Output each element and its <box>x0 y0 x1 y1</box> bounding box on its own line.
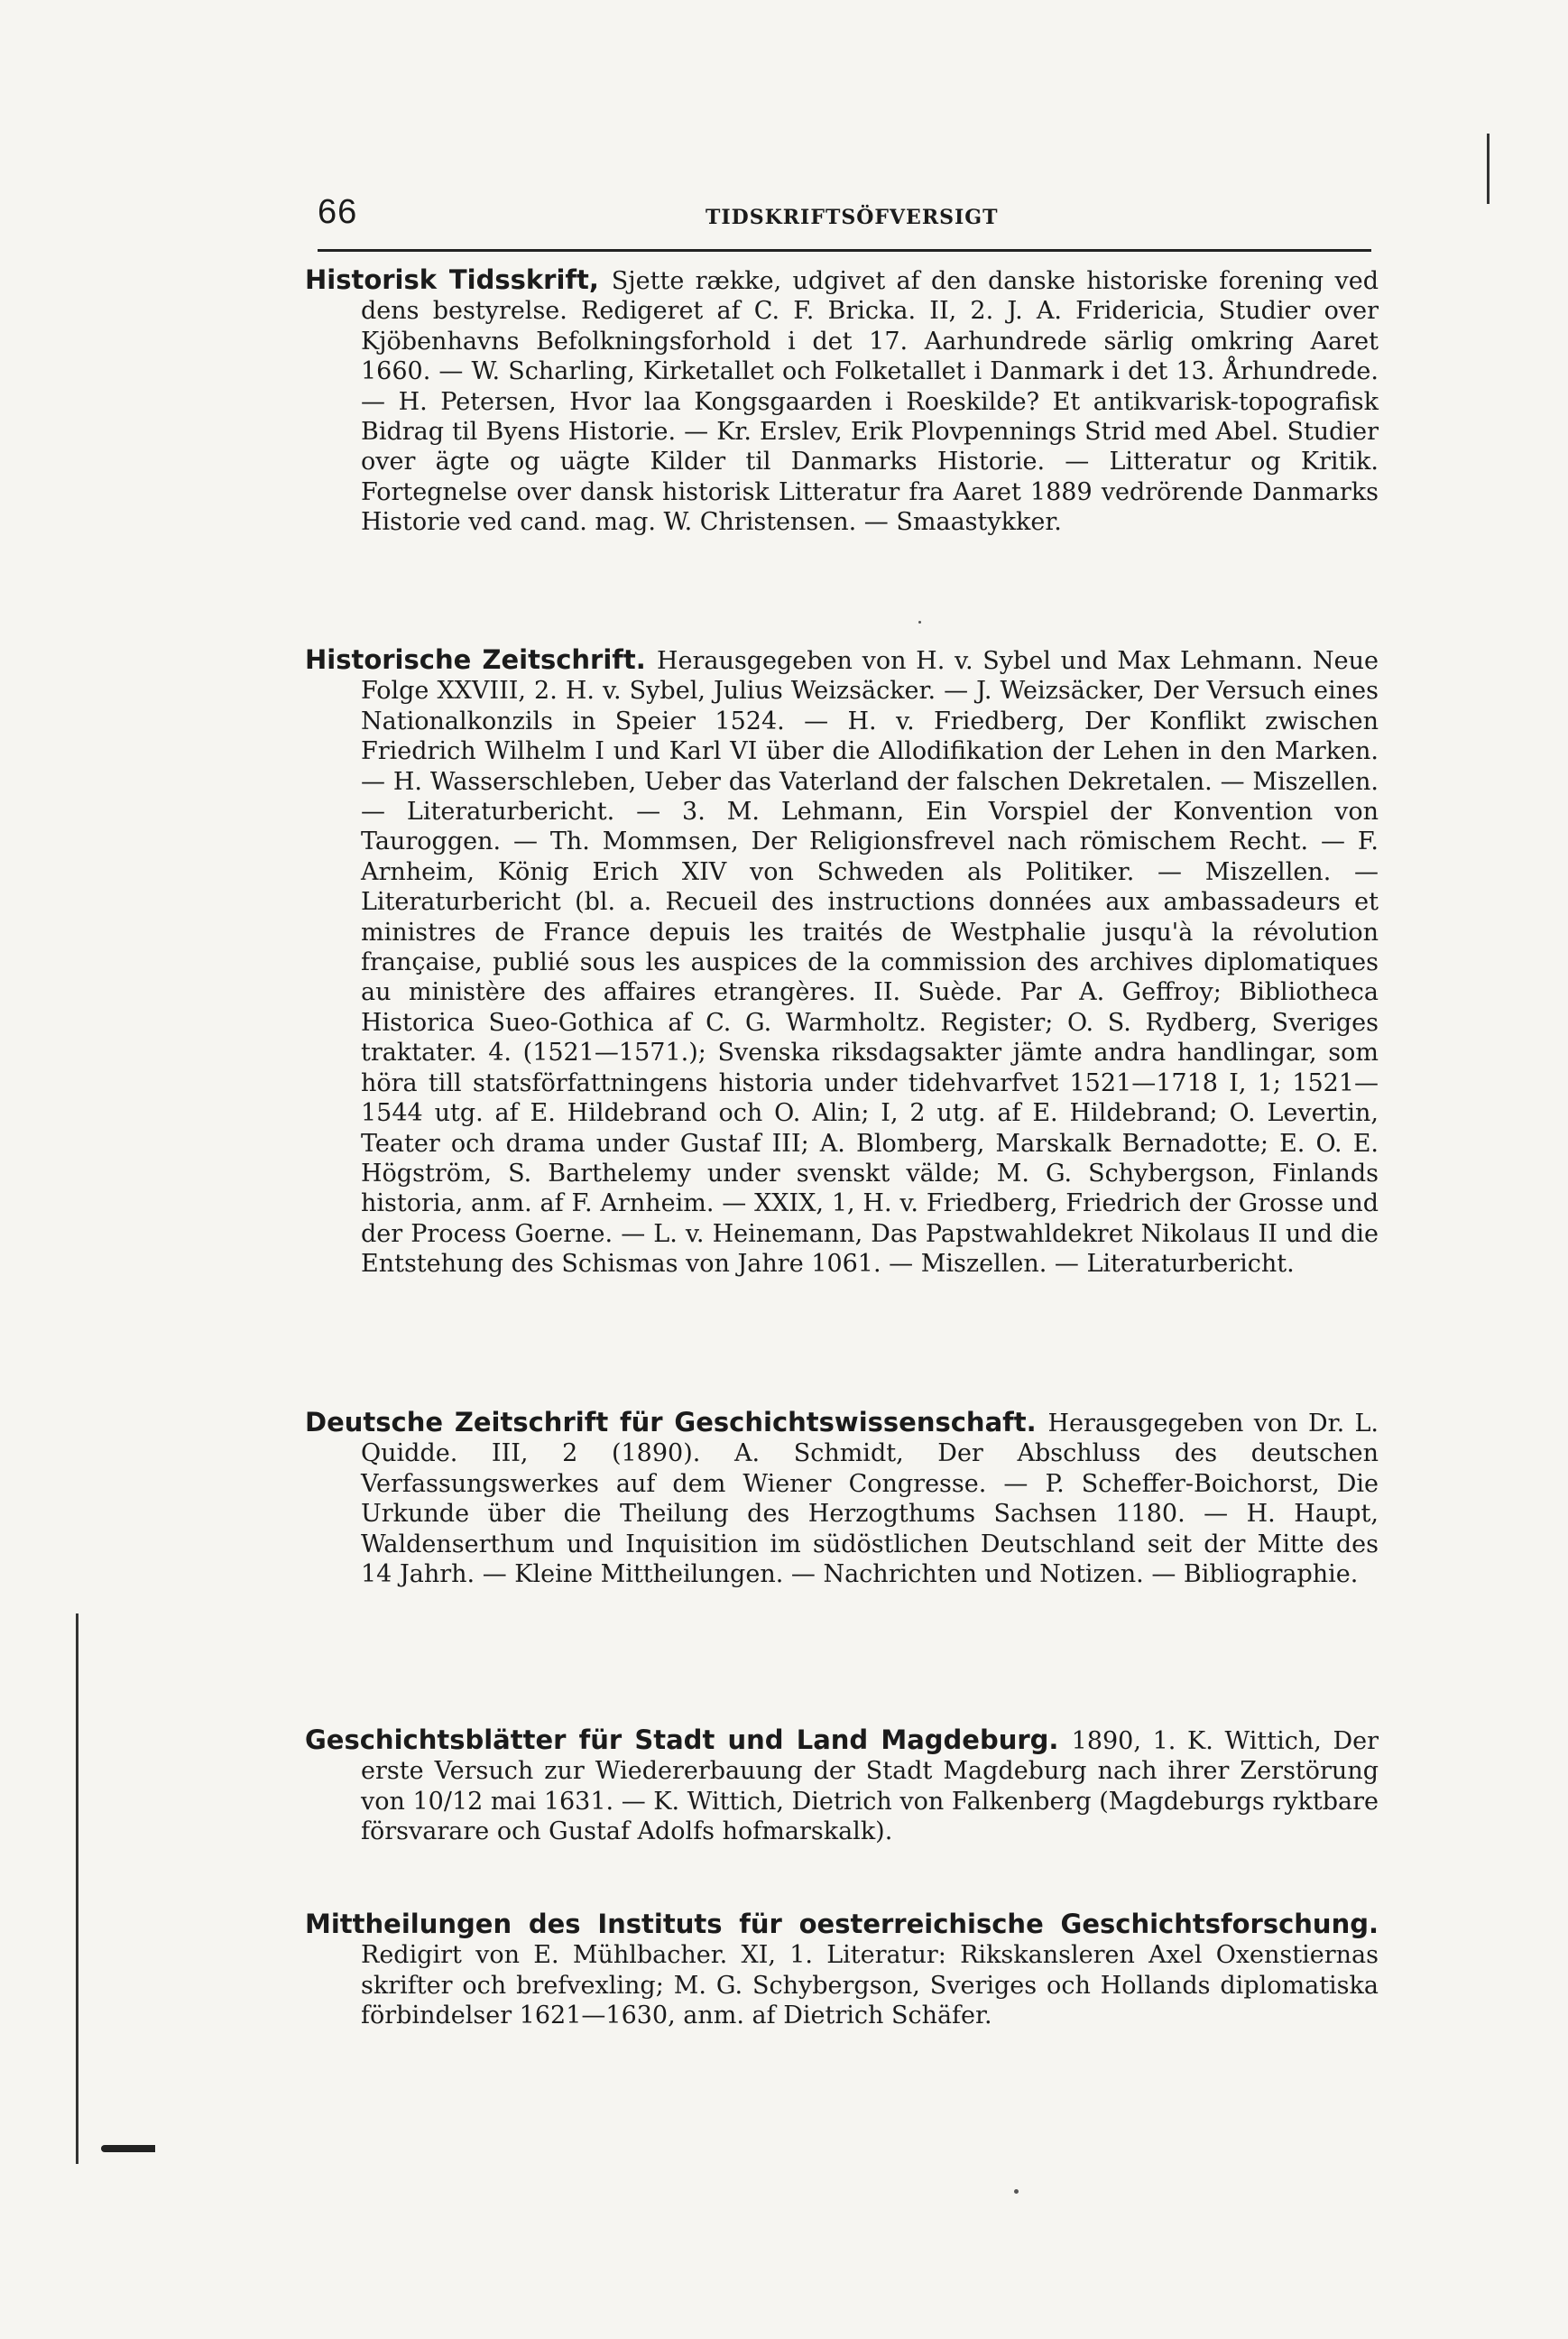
print-speck <box>918 621 921 624</box>
margin-rule-left <box>76 1613 78 2164</box>
entry-mittheilungen-instituts <box>305 1909 1379 2031</box>
entry-body: Herausgegeben von H. v. Sybel und Max Lehmann. Neue Folge XXVIII, 2. H. v. Sybel, Julius Weizsäcker. — J. Weizsäcker, Der Versuch eines Nationalkonzils in Speier 1524. — H. v. Friedberg, Der Konflikt zwischen Friedrich Wilhelm I und Karl VI über die Allodifikation der Lehen in den Marken. — H. Wasserschleben, Ueber das Vaterland der falschen Dekretalen. — Miszellen. — Literaturbericht. — 3. M. Lehmann, Ein Vorspiel der Konvention von Tauroggen. — Th. Mommsen, Der Religionsfrevel nach römischem Recht. — F. Arnheim, König Erich XIV von Schweden als Politiker. — Miszellen. — Literaturbericht (bl. a. Recueil des instructions données aux ambassadeurs et ministres de France depuis les traités de Westphalie jusqu'à la révolution française, publié sous les auspices de la commission des archives diplomatiques au ministère des affaires etrangères. II. Suède. Par A. Geffroy; Bibliotheca Historica Sueo-Gothica af C. G. Warmholtz. Register; O. S. Rydberg, Sveriges traktater. 4. (1521—1571.); Svenska riksdagsakter jämte andra handlingar, som höra till statsförfattningens historia under tidehvarfvet 1521—1718 I, 1; 1521—1544 utg. af E. Hildebrand och O. Alin; I, 2 utg. af E. Hildebrand; O. Levertin, Teater och drama under Gustaf III; A. Blomberg, Marskalk Bernadotte; E. O. E. Högström, S. Barthelemy under svenskt välde; M. G. Schybergson, Finlands historia, anm. af F. Arnheim. — XXIX, 1, H. v. Friedberg, Friedrich der Grosse und der Process Goerne. — L. v. Heinemann, Das Papstwahldekret Nikolaus II und die Entstehung des Schismas von Jahre 1061. — Miszellen. — Literaturbericht. <box>361 647 1379 1279</box>
page-header <box>318 193 1371 252</box>
entry-title: Geschichtsblätter für Stadt und Land Magdeburg. <box>305 1724 1072 1755</box>
entry-deutsche-zeitschrift <box>305 1408 1379 1589</box>
entry-body: Herausgegeben von Dr. L. Quidde. III, 2 (1890). A. Schmidt, Der Abschluss des deutschen Verfassungswerkes auf dem Wiener Congresse. — P. Scheffer-Boichorst, Die Urkunde über die Theilung des Herzogthums Sachsen 1180. — H. Haupt, Waldenserthum und Inquisition im südöstlichen Deutschland seit der Mitte des 14 Jahrh. — Kleine Mittheilungen. — Nachrichten und Notizen. — Bibliographie. <box>361 1410 1379 1589</box>
entry-title: Deutsche Zeitschrift für Geschichtswissenschaft. <box>305 1407 1048 1438</box>
entry-historisk-tidsskrift <box>305 265 1379 538</box>
bookmark-tab <box>101 2145 155 2152</box>
entry-title: Historische Zeitschrift. <box>305 644 657 675</box>
entry-title: Mittheilungen des Instituts für oesterreichische Geschichtsforschung. <box>305 1909 1379 1939</box>
running-title: TIDSKRIFTSÖFVERSIGT <box>706 206 999 229</box>
entry-historische-zeitschrift <box>305 645 1379 1280</box>
print-speck <box>1014 2189 1019 2194</box>
margin-rule-right <box>1487 134 1490 204</box>
entry-body: 1890, 1. K. Wittich, Der erste Versuch zur Wiedererbauung der Stadt Magdeburg nach ihrer Zerstörung von 10/12 mai 1631. — K. Wittich, Dietrich von Falkenberg (Magdeburgs ryktbare försvarare och Gustaf Adolfs hofmarskalk). <box>361 1727 1379 1846</box>
page-number: 66 <box>318 193 358 231</box>
entry-body: Redigirt von E. Mühlbacher. XI, 1. Literatur: Rikskansleren Axel Oxenstiernas skrifter och brefvexling; M. G. Schybergson, Sveriges och Hollands diplomatiska förbindelser 1621—1630, anm. af Dietrich Schäfer. <box>361 1941 1379 2030</box>
entry-geschichtsblaetter-magdeburg <box>305 1725 1379 1847</box>
entry-title: Historisk Tidsskrift, <box>305 264 612 295</box>
entry-body: Sjette række, udgivet af den danske historiske forening ved dens bestyrelse. Redigeret af C. F. Bricka. II, 2. J. A. Fridericia, Studier over Kjöbenhavns Befolkningsforhold i det 17. Aarhundrede särlig omkring Aaret 1660. — W. Scharling, Kirketallet och Folketallet i Danmark i det 13. Århundrede. — H. Petersen, Hvor laa Kongsgaarden i Roeskilde? Et antikvarisk-topografisk Bidrag til Byens Historie. — Kr. Erslev, Erik Plovpennings Strid med Abel. Studier over ägte og uägte Kilder til Danmarks Historie. — Litteratur og Kritik. Fortegnelse over dansk historisk Litteratur fra Aaret 1889 vedrörende Danmarks Historie ved cand. mag. W. Christensen. — Smaastykker. <box>361 267 1379 537</box>
